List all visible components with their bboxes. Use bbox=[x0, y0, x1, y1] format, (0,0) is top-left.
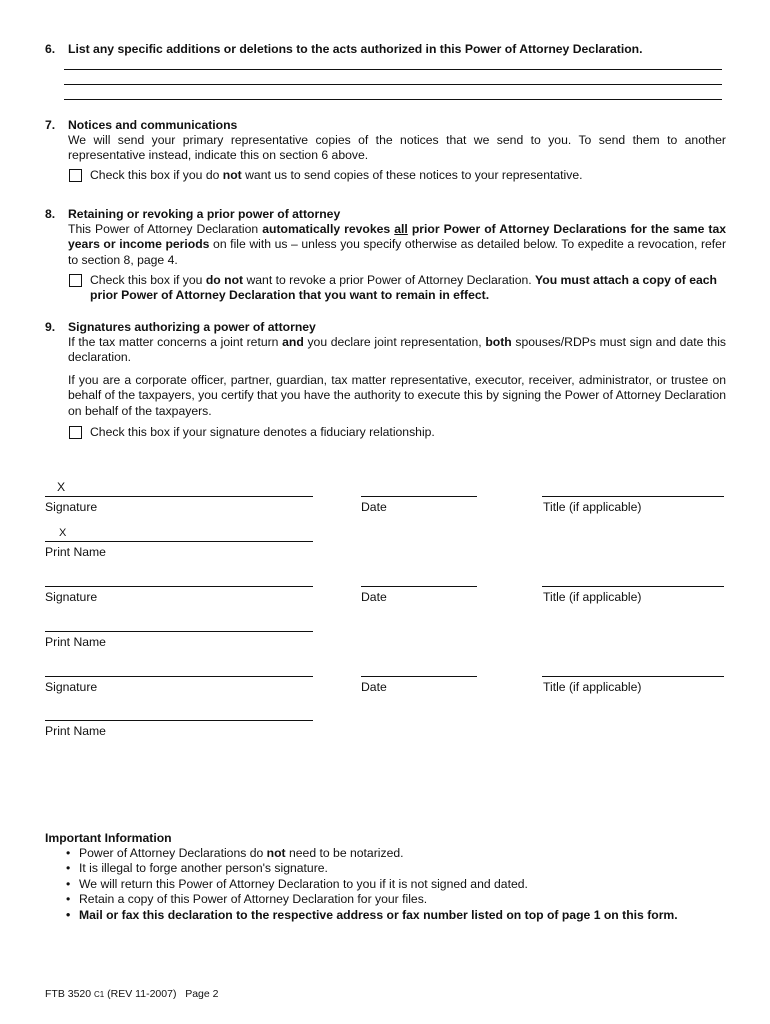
important-item-5: • Mail or fax this declaration to the respective address or fax number listed on top of page 1 on this form. bbox=[60, 908, 678, 923]
title-line-3[interactable] bbox=[542, 676, 724, 677]
important-item-1: • Power of Attorney Declarations do not need to be notarized. bbox=[60, 846, 678, 861]
title-line-1[interactable] bbox=[542, 496, 724, 497]
print-name-line-1[interactable] bbox=[45, 541, 313, 542]
section-7-number: 7. bbox=[45, 118, 56, 132]
page-number: Page 2 bbox=[185, 988, 219, 1000]
important-list bbox=[60, 846, 678, 923]
date-line-2[interactable] bbox=[361, 586, 477, 587]
section-7-body: We will send your primary representative copies of the notices that we send to you. To send them to another representative instead, indicate this on section 6 above. bbox=[68, 133, 726, 163]
print-name-label-3: Print Name bbox=[45, 724, 106, 738]
revoke-checkbox-label: Check this box if you do not want to revoke a prior Power of Attorney Declaration. You must attach a copy of each prior Power of Attorney Declaration that you want to remain in effect. bbox=[90, 273, 717, 303]
section-8-body: This Power of Attorney Declaration automatically revokes all prior Power of Attorney Declarations for the same tax years or income periods on file with us – unless you specify otherwise as detailed below. To expedite a revocation, refer to section 8, page 4. bbox=[68, 222, 727, 267]
important-heading: Important Information bbox=[45, 831, 172, 845]
important-item-2: • It is illegal to forge another person's signature. bbox=[60, 861, 678, 876]
signature-label-1: Signature bbox=[45, 500, 98, 514]
section-8-title: Retaining or revoking a prior power of attorney bbox=[68, 207, 341, 221]
section-8-number: 8. bbox=[45, 207, 56, 221]
section-6-number: 6. bbox=[45, 42, 56, 56]
revoke-checkbox[interactable] bbox=[69, 274, 82, 287]
date-line-3[interactable] bbox=[361, 676, 477, 677]
signature-line-2[interactable] bbox=[45, 586, 313, 587]
section-9-para-1: If the tax matter concerns a joint return and you declare joint representation, both spouses/RDPs must sign and date this declaration. bbox=[68, 335, 726, 365]
section-9-number: 9. bbox=[45, 320, 56, 334]
signature-line-3[interactable] bbox=[45, 676, 313, 677]
title-label-2: Title (if applicable) bbox=[543, 590, 642, 604]
section-9-title: Signatures authorizing a power of attorney bbox=[68, 320, 316, 334]
title-label-3: Title (if applicable) bbox=[543, 680, 642, 694]
important-item-3: • We will return this Power of Attorney Declaration to you if it is not signed and dated. bbox=[60, 877, 678, 892]
form-footer: FTB 3520 C1 (REV 11-2007) Page 2 bbox=[45, 988, 219, 1000]
title-line-2[interactable] bbox=[542, 586, 724, 587]
print-name-line-3[interactable] bbox=[45, 720, 313, 721]
title-label-1: Title (if applicable) bbox=[543, 500, 642, 514]
important-item-4: • Retain a copy of this Power of Attorney Declaration for your files. bbox=[60, 892, 678, 907]
print-name-label-1: Print Name bbox=[45, 545, 106, 559]
date-label-3: Date bbox=[361, 680, 387, 694]
print-name-label-2: Print Name bbox=[45, 635, 106, 649]
section-7-title: Notices and communications bbox=[68, 118, 238, 132]
signature-x-mark: X bbox=[57, 480, 66, 494]
fiduciary-checkbox[interactable] bbox=[69, 426, 82, 439]
section-9-para-2: If you are a corporate officer, partner, guardian, tax matter representative, executor, receiver, administrator, or trustee on behalf of the taxpayers, you certify that you have the authority to execute this by signing the Power of Attorney Declaration on behalf of the taxpayers. bbox=[68, 373, 726, 418]
date-label-2: Date bbox=[361, 590, 387, 604]
date-line-1[interactable] bbox=[361, 496, 477, 497]
notices-checkbox-label: Check this box if you do not want us to send copies of these notices to your representative. bbox=[90, 168, 583, 182]
print-name-line-2[interactable] bbox=[45, 631, 313, 632]
signature-line-1[interactable] bbox=[45, 496, 313, 497]
signature-label-3: Signature bbox=[45, 680, 98, 694]
additions-line-3[interactable] bbox=[64, 99, 722, 100]
section-6-title: List any specific additions or deletions to the acts authorized in this Power of Attorney Declaration. bbox=[68, 42, 643, 56]
signature-label-2: Signature bbox=[45, 590, 98, 604]
fiduciary-checkbox-label: Check this box if your signature denotes a fiduciary relationship. bbox=[90, 425, 435, 439]
notices-checkbox[interactable] bbox=[69, 169, 82, 182]
additions-line-1[interactable] bbox=[64, 69, 722, 70]
date-label-1: Date bbox=[361, 500, 387, 514]
print-name-x-mark: X bbox=[59, 527, 67, 539]
additions-line-2[interactable] bbox=[64, 84, 722, 85]
